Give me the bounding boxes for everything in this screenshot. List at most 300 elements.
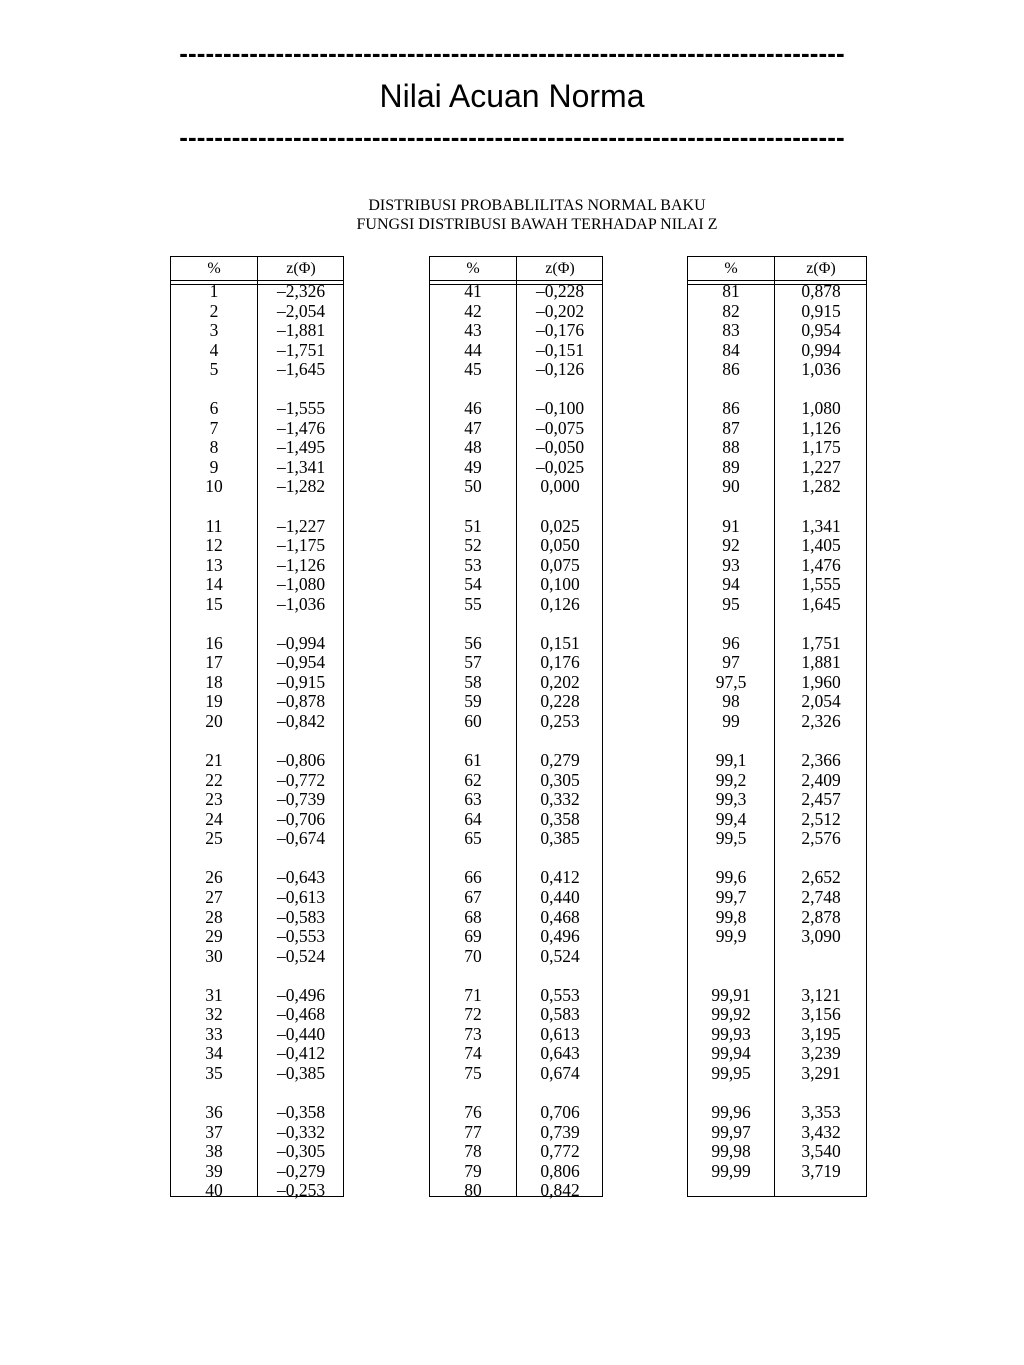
- z-value-cell: –1,175: [276, 535, 326, 556]
- percent-cell: 49: [464, 456, 482, 477]
- z-value-cell: –0,878: [276, 691, 326, 712]
- percent-cell: 80: [464, 1180, 482, 1201]
- percent-cell: 99,99: [711, 1160, 751, 1181]
- table-row: [688, 1103, 866, 1123]
- z-value-cell: 0,100: [540, 574, 580, 595]
- percent-cell: 45: [464, 359, 482, 380]
- table-row: [688, 556, 866, 576]
- z-value-cell: 0,202: [540, 671, 580, 692]
- z-value-cell: 2,748: [801, 886, 841, 907]
- z-value-cell: –0,496: [276, 984, 326, 1005]
- table-heading-line-2: FUNGSI DISTRIBUSI BAWAH TERHADAP NILAI Z: [356, 216, 718, 233]
- table-row: [171, 829, 343, 849]
- z-value-cell: –0,305: [276, 1141, 326, 1162]
- table-row: [171, 908, 343, 928]
- percent-cell: 99: [722, 711, 740, 732]
- z-value-cell: –1,080: [276, 574, 326, 595]
- z-value-cell: –0,842: [276, 711, 326, 732]
- percent-cell: 15: [205, 593, 223, 614]
- table-row: [688, 790, 866, 810]
- percent-cell: 93: [722, 554, 740, 575]
- table-row: [430, 341, 602, 361]
- z-value-cell: 0,613: [540, 1023, 580, 1044]
- table-row: [688, 712, 866, 732]
- header-percent: %: [724, 260, 738, 277]
- percent-cell: 94: [722, 574, 740, 595]
- table-row: [171, 771, 343, 791]
- percent-cell: 13: [205, 554, 223, 575]
- table-row: [171, 1005, 343, 1025]
- table-row: [430, 908, 602, 928]
- z-value-cell: 3,156: [801, 1004, 841, 1025]
- table-row: [430, 868, 602, 888]
- table-row: [688, 575, 866, 595]
- z-value-cell: –0,806: [276, 750, 326, 771]
- percent-cell: 16: [205, 632, 223, 653]
- z-value-cell: –0,075: [535, 417, 585, 438]
- row-group-spacer: [430, 380, 602, 400]
- z-value-cell: 0,496: [540, 926, 580, 947]
- table-row: [688, 653, 866, 673]
- percent-cell: 99,4: [715, 808, 747, 829]
- percent-cell: 99,8: [715, 906, 747, 927]
- z-value-cell: –1,555: [276, 398, 326, 419]
- table-row: [688, 321, 866, 341]
- bottom-dashed-rule: ----------------------------------------------------------------------------: [179, 124, 845, 150]
- table-row: [430, 282, 602, 302]
- table-row: [430, 477, 602, 497]
- row-group-spacer: [688, 497, 866, 517]
- table-row: [171, 986, 343, 1006]
- z-value-cell: 0,253: [540, 711, 580, 732]
- percent-cell: 24: [205, 808, 223, 829]
- percent-cell: 83: [722, 320, 740, 341]
- percent-cell: 63: [464, 789, 482, 810]
- table-row: [688, 888, 866, 908]
- percent-cell: 31: [205, 984, 223, 1005]
- table-heading-line-1: DISTRIBUSI PROBABLILITAS NORMAL BAKU: [368, 197, 706, 214]
- z-value-cell: 0,358: [540, 808, 580, 829]
- row-group-spacer: [430, 614, 602, 634]
- table-row: [171, 575, 343, 595]
- table-row: [171, 888, 343, 908]
- table-row: [430, 673, 602, 693]
- percent-cell: 54: [464, 574, 482, 595]
- table-row: [430, 1181, 602, 1201]
- z-value-cell: 0,954: [801, 320, 841, 341]
- percent-cell: 99,98: [711, 1141, 751, 1162]
- row-group-spacer: [171, 380, 343, 400]
- table-row: [171, 302, 343, 322]
- z-value-cell: 1,645: [801, 593, 841, 614]
- header-z: z(Φ): [286, 260, 316, 277]
- percent-cell: 57: [464, 652, 482, 673]
- z-value-cell: –0,706: [276, 808, 326, 829]
- percent-cell: 50: [464, 476, 482, 497]
- percent-cell: 19: [205, 691, 223, 712]
- row-group-spacer: [688, 614, 866, 634]
- percent-cell: 4: [209, 339, 219, 360]
- percent-cell: 5: [209, 359, 219, 380]
- z-value-cell: 0,706: [540, 1101, 580, 1122]
- z-value-cell: 0,332: [540, 789, 580, 810]
- percent-cell: 99,93: [711, 1023, 751, 1044]
- percent-cell: 99,91: [711, 984, 751, 1005]
- percent-cell: 99,9: [715, 926, 747, 947]
- table-row: [688, 419, 866, 439]
- table-row: [171, 810, 343, 830]
- z-value-cell: 1,080: [801, 398, 841, 419]
- row-group-spacer: [688, 849, 866, 869]
- table-row: [688, 341, 866, 361]
- percent-cell: 8: [209, 437, 219, 458]
- z-value-cell: –1,036: [276, 593, 326, 614]
- percent-cell: 44: [464, 339, 482, 360]
- z-value-cell: 3,239: [801, 1043, 841, 1064]
- percent-cell: 48: [464, 437, 482, 458]
- z-value-cell: 0,643: [540, 1043, 580, 1064]
- percent-cell: 68: [464, 906, 482, 927]
- header-percent: %: [207, 260, 221, 277]
- z-value-cell: –0,253: [276, 1180, 326, 1201]
- table-row: [688, 399, 866, 419]
- row-group-spacer: [688, 732, 866, 752]
- percent-cell: 99,3: [715, 789, 747, 810]
- table-row: [430, 1025, 602, 1045]
- z-value-cell: –0,151: [535, 339, 585, 360]
- table-row: [688, 692, 866, 712]
- z-value-cell: 0,176: [540, 652, 580, 673]
- table-rows: [688, 282, 866, 1181]
- z-value-cell: –0,332: [276, 1121, 326, 1142]
- table-row: [171, 1181, 343, 1201]
- top-dashed-rule: ----------------------------------------------------------------------------: [179, 40, 845, 66]
- percent-cell: 97: [722, 652, 740, 673]
- row-group-spacer: [171, 966, 343, 986]
- z-value-cell: –0,228: [535, 281, 585, 301]
- percent-cell: 1: [209, 281, 219, 301]
- z-value-cell: –0,440: [276, 1023, 326, 1044]
- z-value-cell: –2,326: [276, 281, 326, 301]
- z-value-cell: 1,036: [801, 359, 841, 380]
- table-row: [430, 810, 602, 830]
- table-row: [171, 634, 343, 654]
- percent-cell: 95: [722, 593, 740, 614]
- percent-cell: 97,5: [715, 671, 747, 692]
- percent-cell: 2: [209, 300, 219, 321]
- table-row: [171, 1044, 343, 1064]
- percent-cell: 9: [209, 456, 219, 477]
- header-z: z(Φ): [806, 260, 836, 277]
- percent-cell: 67: [464, 886, 482, 907]
- z-value-cell: 2,457: [801, 789, 841, 810]
- table-row: [688, 1142, 866, 1162]
- z-value-cell: 2,512: [801, 808, 841, 829]
- table-row: [430, 360, 602, 380]
- table-row: [171, 595, 343, 615]
- z-value-cell: 0,806: [540, 1160, 580, 1181]
- table-row: [688, 360, 866, 380]
- row-group-spacer: [171, 1083, 343, 1103]
- z-value-cell: –1,751: [276, 339, 326, 360]
- z-value-cell: –0,025: [535, 456, 585, 477]
- table-row: [171, 1025, 343, 1045]
- z-value-cell: 0,279: [540, 750, 580, 771]
- table-row: [430, 653, 602, 673]
- percent-cell: 99,5: [715, 828, 747, 849]
- percent-cell: 66: [464, 867, 482, 888]
- percent-cell: 64: [464, 808, 482, 829]
- percent-cell: 21: [205, 750, 223, 771]
- z-value-cell: 3,719: [801, 1160, 841, 1181]
- table-row: [688, 829, 866, 849]
- percent-cell: 34: [205, 1043, 223, 1064]
- percent-cell: 99,97: [711, 1121, 751, 1142]
- table-row: [171, 712, 343, 732]
- percent-cell: 10: [205, 476, 223, 497]
- percent-cell: 84: [722, 339, 740, 360]
- z-value-cell: 0,050: [540, 535, 580, 556]
- percent-cell: 11: [205, 515, 223, 536]
- z-value-cell: 2,054: [801, 691, 841, 712]
- z-value-cell: 0,025: [540, 515, 580, 536]
- z-value-cell: 0,524: [540, 945, 580, 966]
- percent-cell: 88: [722, 437, 740, 458]
- z-value-cell: 1,126: [801, 417, 841, 438]
- z-value-cell: 0,151: [540, 632, 580, 653]
- table-row: [688, 1025, 866, 1045]
- table-row: [171, 399, 343, 419]
- z-value-cell: 0,075: [540, 554, 580, 575]
- table-row: [171, 692, 343, 712]
- percent-cell: 25: [205, 828, 223, 849]
- percent-cell: 73: [464, 1023, 482, 1044]
- percent-cell: 98: [722, 691, 740, 712]
- table-row: [171, 341, 343, 361]
- percent-cell: 51: [464, 515, 482, 536]
- table-row: [171, 673, 343, 693]
- table-row: [688, 771, 866, 791]
- table-row: [171, 517, 343, 537]
- table-row: [171, 556, 343, 576]
- table-row: [688, 1123, 866, 1143]
- percent-cell: [688, 947, 774, 967]
- z-value-cell: 0,412: [540, 867, 580, 888]
- table-row: [171, 282, 343, 302]
- percent-cell: 70: [464, 945, 482, 966]
- z-value-cell: –0,553: [276, 926, 326, 947]
- z-value-cell: –0,279: [276, 1160, 326, 1181]
- percent-cell: 43: [464, 320, 482, 341]
- table-row: [430, 536, 602, 556]
- percent-cell: 41: [464, 281, 482, 301]
- percent-cell: 99,2: [715, 769, 747, 790]
- percent-cell: 96: [722, 632, 740, 653]
- table-row: [688, 595, 866, 615]
- z-value-cell: 1,881: [801, 652, 841, 673]
- z-value-cell: –0,583: [276, 906, 326, 927]
- table-row: [430, 947, 602, 967]
- percent-cell: 47: [464, 417, 482, 438]
- z-value-cell: –0,050: [535, 437, 585, 458]
- z-table-2: [429, 256, 603, 1201]
- table-rows: [171, 282, 343, 1201]
- row-group-spacer: [171, 849, 343, 869]
- z-value-cell: –0,176: [535, 320, 585, 341]
- table-row: [171, 536, 343, 556]
- percent-cell: 37: [205, 1121, 223, 1142]
- z-value-cell: 0,772: [540, 1141, 580, 1162]
- table-row: [171, 653, 343, 673]
- percent-cell: 77: [464, 1121, 482, 1142]
- percent-cell: 17: [205, 652, 223, 673]
- table-row: [430, 575, 602, 595]
- percent-cell: 87: [722, 417, 740, 438]
- z-value-cell: 2,652: [801, 867, 841, 888]
- percent-cell: 46: [464, 398, 482, 419]
- table-row: [430, 829, 602, 849]
- table-row: [171, 790, 343, 810]
- table-rows: [430, 282, 602, 1201]
- z-value-cell: –0,412: [276, 1043, 326, 1064]
- table-row: [171, 947, 343, 967]
- z-value-cell: –1,645: [276, 359, 326, 380]
- z-value-cell: –2,054: [276, 300, 326, 321]
- percent-cell: 56: [464, 632, 482, 653]
- percent-cell: 59: [464, 691, 482, 712]
- percent-cell: 42: [464, 300, 482, 321]
- z-value-cell: 3,090: [801, 926, 841, 947]
- z-value-cell: –0,954: [276, 652, 326, 673]
- percent-cell: 22: [205, 769, 223, 790]
- table-row: [171, 477, 343, 497]
- z-value-cell: 2,878: [801, 906, 841, 927]
- table-row: [430, 1103, 602, 1123]
- table-row: [430, 556, 602, 576]
- row-group-spacer: [430, 732, 602, 752]
- z-value-cell: 0,994: [801, 339, 841, 360]
- percent-cell: 86: [722, 359, 740, 380]
- percent-cell: 6: [209, 398, 219, 419]
- table-row: [430, 1123, 602, 1143]
- table-row: [688, 438, 866, 458]
- percent-cell: 99,94: [711, 1043, 751, 1064]
- z-value-cell: –0,468: [276, 1004, 326, 1025]
- z-value-cell: 1,227: [801, 456, 841, 477]
- table-row: [688, 810, 866, 830]
- table-row: [171, 458, 343, 478]
- z-value-cell: 0,583: [540, 1004, 580, 1025]
- percent-cell: 86: [722, 398, 740, 419]
- z-value-cell: 2,576: [801, 828, 841, 849]
- percent-cell: 74: [464, 1043, 482, 1064]
- percent-cell: 60: [464, 711, 482, 732]
- percent-cell: 99,95: [711, 1062, 751, 1083]
- z-value-cell: –1,126: [276, 554, 326, 575]
- z-value-cell: 0,915: [801, 300, 841, 321]
- table-row: [688, 673, 866, 693]
- percent-cell: 82: [722, 300, 740, 321]
- z-value-cell: 0,228: [540, 691, 580, 712]
- percent-cell: 26: [205, 867, 223, 888]
- z-value-cell: 2,366: [801, 750, 841, 771]
- percent-cell: 20: [205, 711, 223, 732]
- percent-cell: 90: [722, 476, 740, 497]
- row-group-spacer: [430, 1083, 602, 1103]
- z-value-cell: 3,195: [801, 1023, 841, 1044]
- table-row: [430, 1142, 602, 1162]
- z-value-cell: –0,739: [276, 789, 326, 810]
- percent-cell: 38: [205, 1141, 223, 1162]
- table-row: [430, 790, 602, 810]
- table-row: [430, 927, 602, 947]
- table-row: [430, 692, 602, 712]
- z-value-cell: 0,878: [801, 281, 841, 301]
- percent-cell: 58: [464, 671, 482, 692]
- z-value-cell: –0,100: [535, 398, 585, 419]
- table-row: [688, 986, 866, 1006]
- percent-cell: 69: [464, 926, 482, 947]
- row-group-spacer: [171, 614, 343, 634]
- table-row: [430, 634, 602, 654]
- percent-cell: 29: [205, 926, 223, 947]
- percent-cell: 99,6: [715, 867, 747, 888]
- table-row: [688, 1162, 866, 1182]
- row-group-spacer: [430, 497, 602, 517]
- table-row: [430, 399, 602, 419]
- z-value-cell: –1,476: [276, 417, 326, 438]
- table-row: [430, 1044, 602, 1064]
- z-value-cell: 0,126: [540, 593, 580, 614]
- table-row: [171, 1123, 343, 1143]
- z-value-cell: 0,739: [540, 1121, 580, 1142]
- table-row: [688, 282, 866, 302]
- row-group-spacer: [430, 849, 602, 869]
- table-row: [171, 321, 343, 341]
- table-row: [688, 927, 866, 947]
- table-row: [688, 751, 866, 771]
- percent-cell: 39: [205, 1160, 223, 1181]
- table-row: [171, 438, 343, 458]
- z-value-cell: 2,326: [801, 711, 841, 732]
- table-row: [688, 517, 866, 537]
- row-group-spacer: [171, 732, 343, 752]
- row-group-spacer: [171, 497, 343, 517]
- table-row: [171, 1142, 343, 1162]
- table-row: [171, 419, 343, 439]
- table-row: [430, 888, 602, 908]
- z-value-cell: –1,495: [276, 437, 326, 458]
- z-value-cell: –1,881: [276, 320, 326, 341]
- percent-cell: 14: [205, 574, 223, 595]
- percent-cell: 75: [464, 1062, 482, 1083]
- header-percent: %: [466, 260, 480, 277]
- percent-cell: 40: [205, 1180, 223, 1201]
- percent-cell: 79: [464, 1160, 482, 1181]
- table-row: [430, 751, 602, 771]
- z-value-cell: 0,842: [540, 1180, 580, 1201]
- z-value-cell: –0,126: [535, 359, 585, 380]
- z-value-cell: 2,409: [801, 769, 841, 790]
- table-row: [430, 321, 602, 341]
- table-row: [688, 1044, 866, 1064]
- table-row: [430, 302, 602, 322]
- row-group-spacer: [430, 966, 602, 986]
- percent-cell: 89: [722, 456, 740, 477]
- percent-cell: 99,7: [715, 886, 747, 907]
- percent-cell: 52: [464, 535, 482, 556]
- percent-cell: 35: [205, 1062, 223, 1083]
